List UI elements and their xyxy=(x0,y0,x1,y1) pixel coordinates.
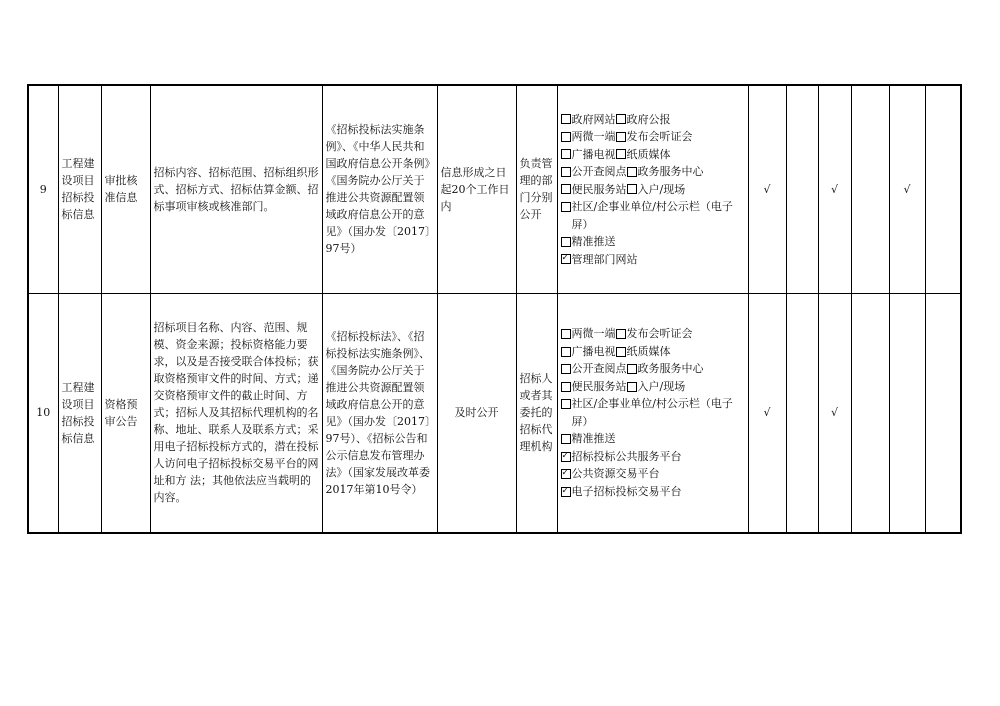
channel-label: 入户/现场 xyxy=(637,182,686,196)
basis-cell: 《招标投标法实施条例》、《中华人民共和国政府信息公开条例》《国务院办公厅关于推进公共资源配置领域政府信息公开的意见》（国办发〔2017〕97号） xyxy=(322,85,437,293)
channel-item xyxy=(561,430,745,448)
basis-cell: 《招标投标法》、《招标投标法实施条例》、《国务院办公厅关于推进公共资源配置领域政府信息公开的意见》（国办发〔2017〕97号）、《招标公告和公示信息发布管理办法》（国家发展改革委2017年第10号令） xyxy=(322,293,437,533)
channels-cell xyxy=(557,85,748,293)
checked-checkbox-icon xyxy=(561,452,571,462)
check-mark-cell xyxy=(889,293,925,533)
checked-checkbox-icon xyxy=(561,254,571,264)
channel-label: 纸质媒体 xyxy=(626,344,671,358)
checkbox-icon xyxy=(616,149,626,159)
channel-label: 便民服务站 xyxy=(571,379,627,393)
channel-label: 发布会听证会 xyxy=(626,327,693,341)
channel-item xyxy=(561,233,745,251)
channel-item xyxy=(561,343,745,361)
checkbox-icon xyxy=(561,237,571,247)
channel-label: 公开查阅点 xyxy=(571,362,627,376)
channel-item xyxy=(561,198,745,233)
checkbox-icon xyxy=(561,202,571,212)
check-mark-cell xyxy=(851,293,889,533)
channel-label: 发布会听证会 xyxy=(626,130,693,143)
channel-item xyxy=(561,378,745,396)
checkbox-icon xyxy=(561,399,571,409)
channel-item xyxy=(561,448,745,466)
check-mark-cell: √ xyxy=(889,85,925,293)
channel-item xyxy=(561,181,745,199)
channel-item xyxy=(561,111,745,129)
channel-label: 纸质媒体 xyxy=(626,147,671,161)
table-row xyxy=(28,293,961,533)
channels-cell xyxy=(557,293,748,533)
checkbox-icon xyxy=(627,382,637,392)
checkbox-icon xyxy=(561,132,571,142)
disclosure-table xyxy=(27,84,962,534)
channel-item xyxy=(561,163,745,181)
channel-label: 两微一端 xyxy=(571,327,616,341)
channel-item xyxy=(561,146,745,164)
channel-label: 精准推送 xyxy=(571,235,616,248)
checked-checkbox-icon xyxy=(561,487,571,497)
channel-label: 政府公报 xyxy=(626,112,671,126)
checkbox-icon xyxy=(616,329,626,339)
channel-item xyxy=(561,325,745,343)
checkbox-icon xyxy=(616,114,626,124)
time-limit-cell: 信息形成之日起20个工作日内 xyxy=(437,85,516,293)
category-cell: 工程建设项目招标投标信息 xyxy=(58,85,101,293)
channel-label: 广播电视 xyxy=(571,147,616,161)
checkbox-icon xyxy=(561,329,571,339)
check-mark-cell xyxy=(925,293,961,533)
channel-label: 政务服务中心 xyxy=(637,165,704,178)
checkbox-icon xyxy=(561,347,571,357)
channel-item xyxy=(561,483,745,501)
channel-label: 管理部门网站 xyxy=(571,252,638,266)
item-cell: 审批核准信息 xyxy=(101,85,150,293)
table-row xyxy=(28,85,961,293)
checkbox-icon xyxy=(561,434,571,444)
channel-label: 公共资源交易平台 xyxy=(571,467,660,481)
channel-label: 广播电视 xyxy=(571,344,616,358)
check-mark-cell xyxy=(925,85,961,293)
category-cell: 工程建设项目招标投标信息 xyxy=(58,293,101,533)
checkbox-icon xyxy=(561,167,571,177)
checkbox-icon xyxy=(561,149,571,159)
checkbox-icon xyxy=(616,132,626,142)
channel-item xyxy=(561,128,745,146)
channel-label: 入户/现场 xyxy=(637,379,686,393)
time-limit-cell: 及时公开 xyxy=(437,293,516,533)
item-cell: 资格预审公告 xyxy=(101,293,150,533)
channel-label: 公开查阅点 xyxy=(571,165,627,178)
channel-item xyxy=(561,395,745,430)
check-mark-cell xyxy=(786,293,818,533)
channel-item xyxy=(561,465,745,483)
checkbox-icon xyxy=(561,382,571,392)
checkbox-icon xyxy=(561,114,571,124)
subject-cell: 招标人或者其委托的招标代理机构 xyxy=(516,293,557,533)
checkbox-icon xyxy=(627,167,637,177)
check-mark-cell xyxy=(851,85,889,293)
check-mark-cell: √ xyxy=(748,293,786,533)
row-number: 10 xyxy=(28,293,58,533)
channel-label: 精准推送 xyxy=(571,432,616,446)
check-mark-cell: √ xyxy=(818,293,851,533)
channel-label: 社区/企事业单位/村公示栏（电子屏） xyxy=(571,397,733,428)
checkbox-icon xyxy=(627,364,637,374)
content-cell: 招标项目名称、内容、范围、规模、资金来源；投标资格能力要求，以及是否接受联合体投标；获取资格预审文件的时间、方式；递交资格预审文件的截止时间、方式；招标人及其招标代理机构的名称、地址、联系人及联系方式；采用电子招标投标方式的，潜在投标人访问电子招标投标交易平台的网址和方 法；其他依法应当载明的内容。 xyxy=(150,293,322,533)
channel-label: 社区/企事业单位/村公示栏（电子屏） xyxy=(571,200,733,231)
row-number: 9 xyxy=(28,85,58,293)
channel-label: 便民服务站 xyxy=(571,182,627,196)
channel-label: 电子招标投标交易平台 xyxy=(571,484,682,498)
check-mark-cell: √ xyxy=(818,85,851,293)
channel-label: 招标投标公共服务平台 xyxy=(571,449,682,463)
checkbox-icon xyxy=(561,184,571,194)
checkbox-icon xyxy=(627,184,637,194)
channel-item xyxy=(561,360,745,378)
channel-label: 政府网站 xyxy=(571,112,616,126)
checked-checkbox-icon xyxy=(561,469,571,479)
content-cell: 招标内容、招标范围、招标组织形式、招标方式、招标估算金额、招标事项审核或核准部门。 xyxy=(150,85,322,293)
check-mark-cell xyxy=(786,85,818,293)
checkbox-icon xyxy=(616,347,626,357)
channel-label: 两微一端 xyxy=(571,130,616,143)
channel-item xyxy=(561,251,745,269)
channel-label: 政务服务中心 xyxy=(637,362,704,376)
check-mark-cell: √ xyxy=(748,85,786,293)
subject-cell: 负责管理的部门分别公开 xyxy=(516,85,557,293)
checkbox-icon xyxy=(561,364,571,374)
